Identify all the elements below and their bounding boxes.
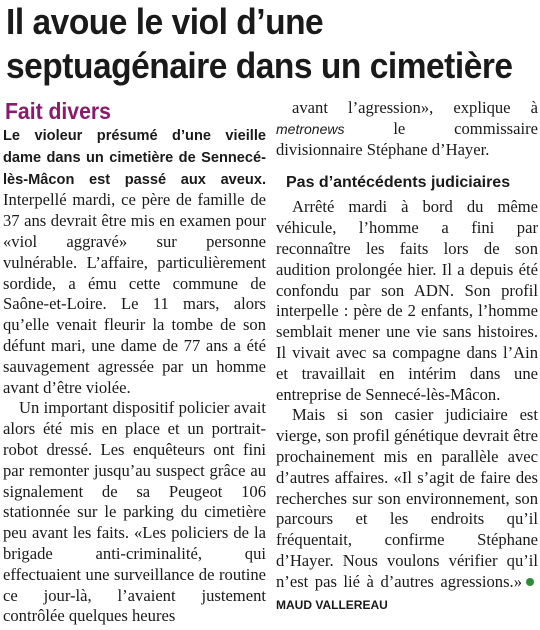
headline-line-2: septuagénaire dans un cimetière — [6, 45, 513, 86]
headline — [6, 0, 513, 88]
article-paragraph-1-text: Interpellé mardi, ce père de famille de 37 ans devrait être mis en examen pour «viol aggravé» sur personne vulnérable. L’affaire, particulièrement sordide, a ému cette commune de Saône-et-Loire. Le 11 mars, alors qu’elle venait fleurir la tombe de son défunt mari, une dame de 77 ans a été sauvagement agressée par un homme avant d’être violée. — [3, 190, 266, 397]
rubric-label: Fait divers — [5, 98, 111, 124]
article-paragraph-2: Un important dispositif policier avait alors été mis en place et un portrait-robot dressé. Les enquêteurs ont fini par remonter jusqu’au suspect grâce au signalement de sa Peugeot 106 stationnée sur le parking du cimetière peu avant les faits. «Les policiers de la brigade anti-criminalité, qui effectuaient une surveillance de routine ce jour-là, l’avaient justement contrôlée quelques heures — [3, 398, 266, 626]
article-column-left — [3, 97, 266, 627]
continued-text-end: le commissaire divisionnaire Stéphane d’Hayer. — [276, 118, 538, 159]
article-paragraph-4 — [276, 405, 538, 615]
article-lede: Le violeur présumé d’une vieille dame dans un cimetière de Sennecé-lès-Mâcon est passé aux aveux. — [3, 128, 266, 188]
headline-line-1: Il avoue le viol d’une — [6, 1, 324, 42]
article-column-right — [276, 98, 538, 615]
article-paragraph-continued — [276, 98, 538, 160]
article-paragraph-1 — [3, 125, 266, 398]
article-paragraph-3: Arrêté mardi à bord du même véhicule, l’homme a fini par reconnaître les faits lors de son audition prolongée hier. Il a depuis été confondu par son ADN. Son profil interpelle : père de 2 enfants, l’homme semblait mener une vie sans histoires. Il vivait avec sa compagne dans l’Ain et travaillait en intérim dans une entreprise de Sennecé-lès-Mâcon. — [276, 197, 538, 404]
article-paragraph-4-text: Mais si son casier judiciaire est vierge, son profil génétique devrait être prochainement mis en parallèle avec d’autres affaires. «Il s’agit de faire des recherches sur son environnement, son parcours et les endroits qu’il fréquentait, confirme Stéphane d’Hayer. Nous voulons vérifier qu’il n’est pas lié à d’autres agressions.» — [276, 405, 538, 591]
medium-name: metronews — [276, 120, 345, 137]
signature-bullet-icon — [526, 578, 534, 586]
subheading: Pas d’antécédents judiciaires — [286, 174, 511, 192]
author-name: MAUD VALLEREAU — [276, 597, 388, 612]
continued-text-start: avant l’agression», explique à — [292, 98, 538, 117]
